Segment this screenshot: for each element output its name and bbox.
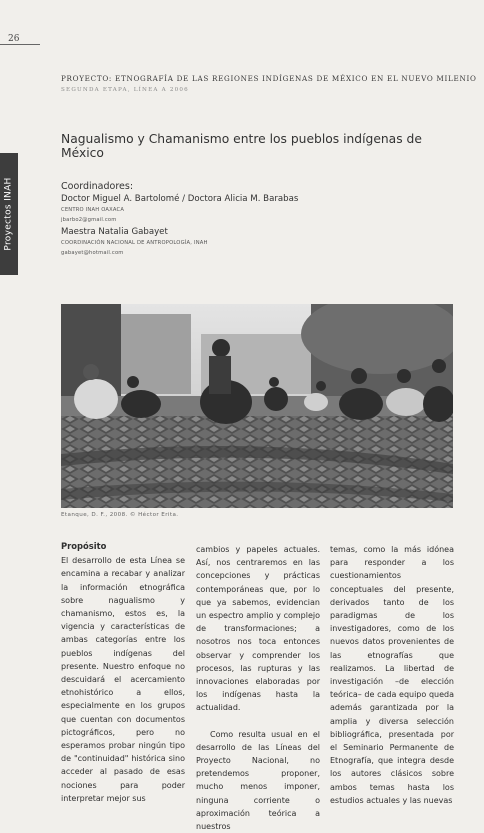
series-subtitle: SEGUNDA ETAPA, LÍNEA A 2006 (61, 87, 189, 93)
text-column-3 (330, 543, 454, 807)
series-title: PROYECTO: ETNOGRAFÍA DE LAS REGIONES INDÍGENAS DE MÉXICO EN EL NUEVO MILENIO (61, 74, 477, 83)
column-2-paragraph-1: cambios y papeles actuales. Así, nos centraremos en las concepciones y prácticas contemporáneas que, por lo que ya sabemos, evidencian un espectro amplio y complejo de transformaciones; a nosotros nos toca entonces observar y comprender los procesos, las rupturas y las innovaciones elaboradas por los indígenas hasta la actualidad. (196, 545, 320, 713)
column-3-paragraph: temas, como la más idónea para responder a los cuestionamientos conceptuales del presente, derivados tanto de los paradigmas de los investigadores, como de los nuevos datos provenientes de las etnografías que realizamos. La libertad de investigación –de elección teórica– de cada equipo queda además garantizada por la amplia y diversa selección bibliográfica, presentada por el Seminario Permanente de Etnografía, que integra desde los autores clásicos sobre ambos temas hasta los estudios actuales y las nuevas (330, 545, 454, 805)
side-tab-label: Proyectos INAH (4, 177, 14, 251)
column-1-paragraph: El desarrollo de esta Línea se encamina a recabar y analizar la información etnográfica sobre nagualismo y chamanismo, estos es, la vigencia y características de ambas categorías entre los pueblos indígenas del presente. Nuestro enfoque no descuidará el acercamiento etnohistórico a ellos, especialmente en los grupos que cuentan con documentos pictográficos, pero no esperamos probar ningún tipo de "continuidad" histórica sino acceder al pasado de esas nociones para poder interpretar mejor sus (61, 556, 185, 803)
article-title: Nagualismo y Chamanismo entre los pueblos indígenas de México (61, 132, 422, 160)
coordinators-block (61, 181, 298, 258)
ceremony-photo (61, 304, 453, 508)
photo-caption: Etanque, D. F., 2008. © Héctor Erita. (61, 512, 179, 518)
primary-coordinators: Doctor Miguel A. Bartolomé / Doctora Alicia M. Barabas (61, 194, 299, 204)
page-number: 26 (8, 34, 20, 44)
section-heading: Propósito (61, 541, 107, 551)
section-side-tab (0, 153, 18, 275)
text-column-2 (196, 543, 320, 833)
coordinators-label: Coordinadores: (61, 181, 134, 192)
secondary-email: gabayet@hotmail.com (61, 250, 124, 256)
top-rule (0, 44, 40, 45)
secondary-coordinator: Maestra Natalia Gabayet (61, 227, 168, 237)
primary-affiliation: CENTRO INAH OAXACA (61, 207, 125, 213)
secondary-affiliation: COORDINACIÓN NACIONAL DE ANTROPOLOGÍA, INAH (61, 240, 208, 246)
text-column-1 (61, 540, 185, 805)
primary-email: jbarbo2@gmail.com (61, 217, 117, 223)
column-2-paragraph-2: Como resulta usual en el desarrollo de las Líneas del Proyecto Nacional, no pretendemos proponer, mucho menos imponer, ninguna corriente o aproximación teórica a nuestros (196, 729, 320, 832)
